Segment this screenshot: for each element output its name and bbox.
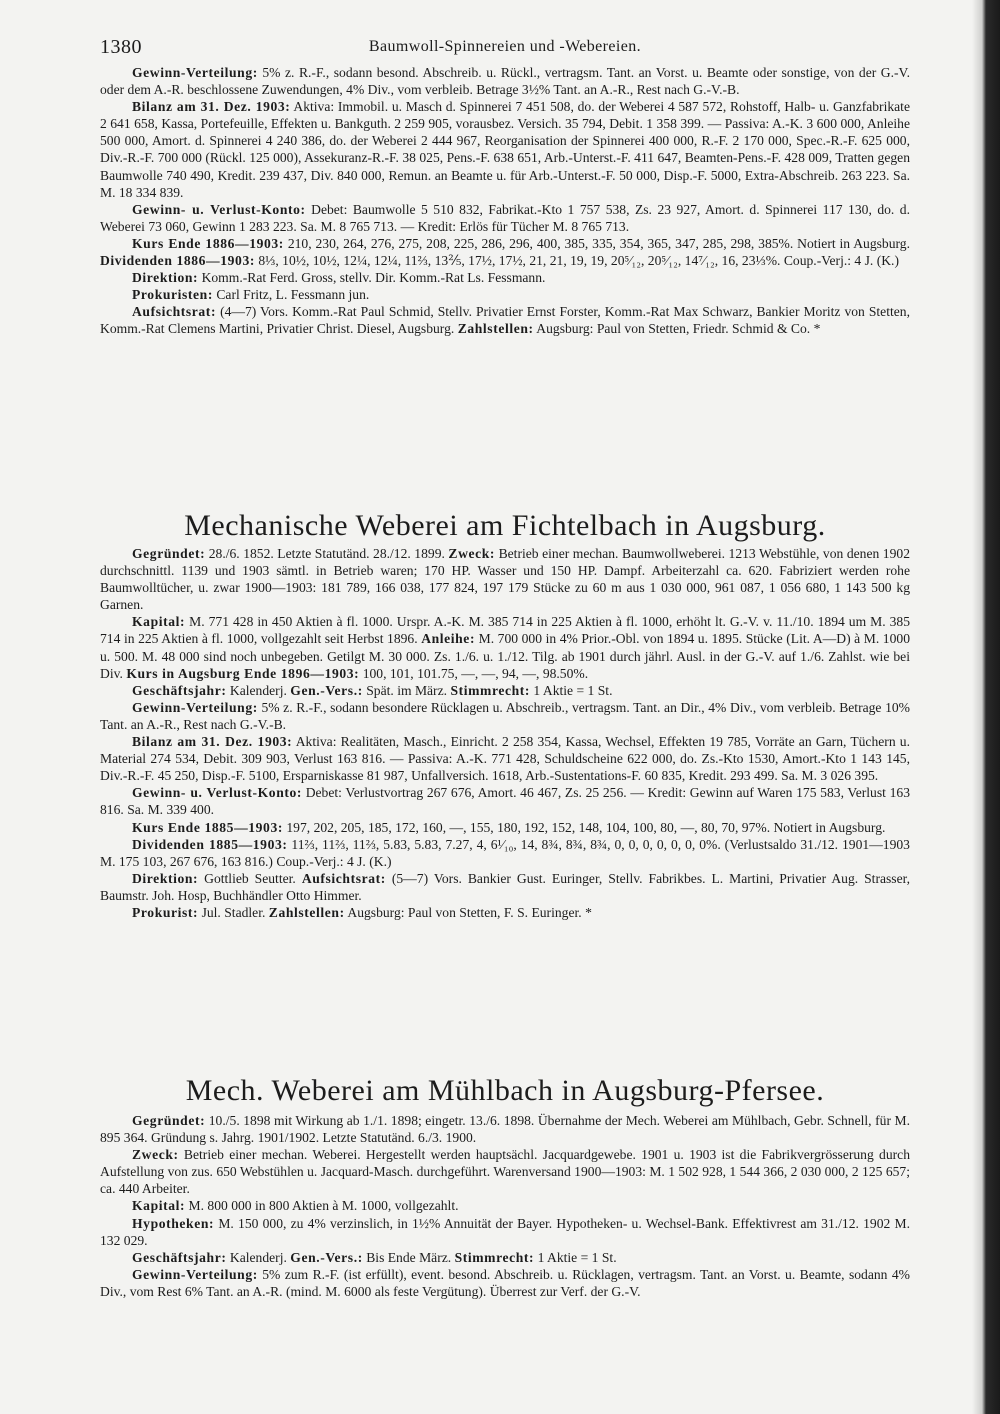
company-heading-fichtelbach xyxy=(100,508,910,544)
page-header xyxy=(100,36,910,60)
paragraph-kapital: Kapital: M. 800 000 in 800 Aktien à M. 1000, vollgezahlt. xyxy=(132,1198,459,1214)
page-edge-shadow xyxy=(972,0,1000,1414)
paragraph-bilanz: Bilanz am 31. Dez. 1903: Aktiva: Immobil. u. Masch d. Spinnerei 7 451 508, do. der Weberei 4 587 572, Rohstoff, Halb- u. Ganzfabrikate 2 641 658, Kassa, Portefeuille, Effekten u. Bankguth. 2 259 905, vorausbez. Versich. 35 794, Debit. 1 358 399. — Passiva: A.-K. 3 600 000, Anleihe 500 000, Amort. d. Spinnerei 4 240 386, do. der Weberei 2 444 967, Reorganisation der Spinnerei 400 000, R.-F. 2 170 000, Spec.-R.-F. 625 000, Div.-R.-F. 700 000 (Rückl. 125 000), Assekuranz-R.-F. 38 025, Pens.-F. 638 651, Arb.-Unterst.-F. 411 647, Beamten-Pens.-F. 428 009, Tratten gegen Baumwolle 740 490, Kredit. 239 437, Div. 840 000, Remun. an Beamte u. für Arb.-Unterst.-F. 50 000, Disp.-F. 5000, Extra-Abschreib. 263 223. Sa. M. 18 334 839. xyxy=(100,99,910,200)
paragraph-prokurist: Prokurist: Jul. Stadler. Zahlstellen: Augsburg: Paul von Stetten, F. S. Euringer. * xyxy=(132,904,592,920)
section-muehlbach xyxy=(100,1112,910,1300)
paragraph-gegruendet-zweck: Gegründet: 28./6. 1852. Letzte Statutänd. 28./12. 1899. Zweck: Betrieb einer mechan. Baumwollweberei. 1213 Webstühle, von denen 1902 durchschnittl. 1139 und 1903 sämtl. in Betrieb waren; 170 HP. Wasser und 150 HP. Dampf. Arbeiterzahl ca. 620. Fabriziert werden rohe Baumwolltücher, u. zwar 1900—1903: 181 789, 166 038, 177 824, 197 179 Stücke zu 60 m aus 1 030 000, 961 087, 1 056 680, 1 143 500 kg Garnen. xyxy=(100,546,910,613)
paragraph-gewinn-verteilung: Gewinn-Verteilung: 5% zum R.-F. (ist erfüllt), event. besond. Abschreib. u. Rücklagen, vertragsm. Tant. an Vorst. u. Beamte, sodann 4% Div., vom Rest 6% Tant. an A.-R. (mind. M. 6000 als feste Vergütung). Überrest zur Verf. der G.-V. xyxy=(100,1266,910,1299)
section-title: Mechanische Weberei am Fichtelbach in Augsburg. xyxy=(184,509,826,542)
paragraph-gewinn-verteilung: Gewinn-Verteilung: 5% z. R.-F., sodann besond. Abschreib. u. Rückl., vertragsm. Tant. an Vorst. u. Beamte oder sonstige, von der G.-V. oder dem A.-R. beschlossene Zuwendungen, 4% Div., vom verbleib. Betrage 3½% Tant. an A.-R., Rest nach G.-V.-B. xyxy=(100,65,910,98)
paragraph-geschaeftsjahr: Geschäftsjahr: Kalenderj. Gen.-Vers.: Spät. im März. Stimmrecht: 1 Aktie = 1 St. xyxy=(132,682,613,698)
paragraph-geschaeftsjahr: Geschäftsjahr: Kalenderj. Gen.-Vers.: Bis Ende März. Stimmrecht: 1 Aktie = 1 St. xyxy=(132,1249,617,1265)
page-number: 1380 xyxy=(100,36,142,58)
paragraph-direktion: Direktion: Komm.-Rat Ferd. Gross, stellv. Dir. Komm.-Rat Ls. Fessmann. xyxy=(132,270,546,286)
paragraph-zweck: Zweck: Betrieb einer mechan. Weberei. Hergestellt werden hauptsächl. Jacquardgewebe. 1901 u. 1903 ist die Fabrikvergrösserung durch Aufstellung von zus. 650 Webstühlen u. Jacquard-Masch. durchgeführt. Warenversand 1900—1903: M. 1 502 928, 1 544 366, 2 030 000, 2 125 657; ca. 440 Arbeiter. xyxy=(100,1147,910,1197)
paragraph-kapital-anleihe: Kapital: M. 771 428 in 450 Aktien à fl. 1000. Urspr. A.-K. M. 385 714 in 225 Aktien à fl. 1000, erhöht lt. G.-V. v. 11./10. 1894 um M. 385 714 in 225 Aktien à fl. 1000, vollgezahlt seit Herbst 1896. Anleihe: M. 700 000 in 4% Prior.-Obl. von 1894 u. 1895. Stücke (Lit. A—D) à M. 1000 u. 500. M. 48 000 sind noch unbegeben. Getilgt M. 30 000. Zs. 1./6. u. 1./12. Tilg. ab 1901 durch jährl. Ausl. in der G.-V. auf 1./6. Zahlst. wie bei Div. Kurs in Augsburg Ende 1896—1903: 100, 101, 101.75, —, —, 94, —, 98.50%. xyxy=(100,614,910,681)
company-heading-muehlbach xyxy=(100,1073,910,1109)
paragraph-gegruendet: Gegründet: 10./5. 1898 mit Wirkung ab 1./1. 1898; eingetr. 13./6. 1898. Übernahme der Mech. Weberei am Mühlbach, Gebr. Schnell, für M. 895 364. Gründung s. Jahrg. 1901/1902. Letzte Statutänd. 6./3. 1900. xyxy=(100,1113,910,1146)
paragraph-bilanz: Bilanz am 31. Dez. 1903: Aktiva: Realitäten, Masch., Einricht. 2 258 354, Kassa, Wechsel, Effekten 19 785, Vorräte an Garn, Tüchern u. Material 274 534, Debit. 309 903, Verlust 163 816. — Passiva: A.-K. 771 428, Schuldscheine 622 000, do. Zs.-Kto 1530, Amort.-Kto 1 143 145, Div.-R.-F. 45 250, Disp.-F. 5100, Ersparniskasse 81 987, Unfallversich. 1618, Arb.-Sustentations-F. 60 835, Kredit. 293 499. Sa. M. 3 026 395. xyxy=(100,734,910,784)
paragraph-hypotheken: Hypotheken: M. 150 000, zu 4% verzinslich, in 1½% Annuität der Bayer. Hypotheken- u. Wechsel-Bank. Effektivrest am 31./12. 1902 M. 132 029. xyxy=(100,1215,910,1248)
section-fichtelbach xyxy=(100,545,910,921)
running-title: Baumwoll-Spinnereien und -Webereien. xyxy=(368,38,642,55)
paragraph-kurs-dividenden: Kurs Ende 1886—1903: 210, 230, 264, 276, 275, 208, 225, 286, 296, 400, 385, 335, 354, 365, 347, 285, 298, 385%. Notiert in Augsburg. Dividenden 1886—1903: 8⅓, 10½, 10½, 12¼, 12¼, 11⅔, 13⅖, 17½, 17½, 21, 21, 19, 19, 20⁵⁄₁₂, 20⁵⁄₁₂, 14⁷⁄₁₂, 16, 23⅓%. Coup.-Verj.: 4 J. (K.) xyxy=(100,235,910,269)
paragraph-gewinn-verlust: Gewinn- u. Verlust-Konto: Debet: Verlustvortrag 267 676, Amort. 46 467, Zs. 25 256. — Kredit: Gewinn auf Waren 175 583, Verlust 163 816. Sa. M. 339 400. xyxy=(100,785,910,818)
paragraph-gewinn-verteilung: Gewinn-Verteilung: 5% z. R.-F., sodann besondere Rücklagen u. Abschreib., vertragsm. Tant. an Dir., 4% Div., vom verbleib. Betrage 10% Tant. an A.-R., Rest nach G.-V.-B. xyxy=(100,699,910,732)
paragraph-dividenden: Dividenden 1885—1903: 11⅔, 11⅔, 11⅔, 5.83, 5.83, 7.27, 4, 6¹⁄₁₀, 14, 8¾, 8¾, 8¾, 0, 0, 0, 0, 0, 0, 0%. (Verlustsaldo 31./12. 1901—1903 M. 175 103, 267 676, 163 816.) Coup.-Verj.: 4 J. (K.) xyxy=(100,836,910,869)
section-continuation xyxy=(100,64,910,338)
paragraph-kurs: Kurs Ende 1885—1903: 197, 202, 205, 185, 172, 160, —, 155, 180, 192, 152, 148, 104, 100, 80, —, 80, 70, 97%. Notiert in Augsburg. xyxy=(132,819,886,835)
paragraph-gewinn-verlust: Gewinn- u. Verlust-Konto: Debet: Baumwolle 5 510 832, Fabrikat.-Kto 1 757 538, Zs. 23 927, Amort. d. Spinnerei 117 130, do. d. Weberei 73 060, Gewinn 1 283 223. Sa. M. 8 765 713. — Kredit: Erlös für Tücher M. 8 765 713. xyxy=(100,201,910,234)
paragraph-prokuristen: Prokuristen: Carl Fritz, L. Fessmann jun. xyxy=(132,287,370,303)
section-title: Mech. Weberei am Mühlbach in Augsburg-Pfersee. xyxy=(185,1074,825,1107)
paragraph-aufsichtsrat: Aufsichtsrat: (4—7) Vors. Komm.-Rat Paul Schmid, Stellv. Privatier Ernst Forster, Komm.-Rat Max Schwarz, Bankier Moritz von Stetten, Komm.-Rat Clemens Martini, Privatier Christ. Diesel, Augsburg. Zahlstellen: Augsburg: Paul von Stetten, Friedr. Schmid & Co. * xyxy=(100,304,910,337)
paragraph-direktion-aufsichtsrat: Direktion: Gottlieb Seutter. Aufsichtsrat: (5—7) Vors. Bankier Gust. Euringer, Stellv. Fabrikbes. L. Martini, Privatier Aug. Strasser, Baumstr. Joh. Hosp, Buchhändler Otto Himmer. xyxy=(100,870,910,903)
